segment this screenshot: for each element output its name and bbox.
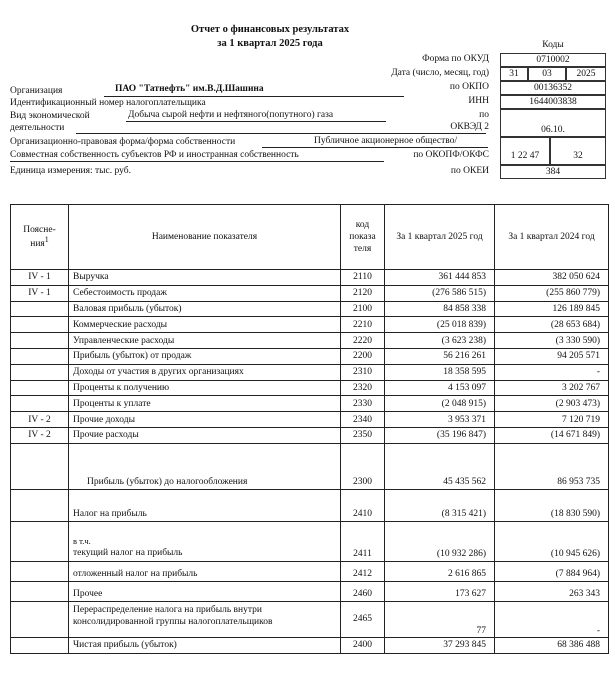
row-previous: (3 330 590) — [495, 333, 609, 349]
row-previous: 382 050 624 — [495, 270, 609, 286]
row-current: 56 216 261 — [385, 348, 495, 364]
table-row-redistribution — [11, 601, 609, 637]
inn-row-label: Идентификационный номер налогоплательщика — [10, 98, 206, 108]
table-row — [11, 364, 609, 380]
row-name: Чистая прибыль (убыток) — [69, 637, 341, 653]
row-note — [11, 380, 69, 396]
row-current: 37 293 845 — [385, 637, 495, 653]
row-name: Валовая прибыль (убыток) — [69, 301, 341, 317]
inn-label: ИНН — [468, 96, 489, 106]
row-code: 2210 — [341, 317, 385, 333]
financial-results-table — [10, 204, 609, 654]
row-previous: (255 860 779) — [495, 285, 609, 301]
row-code: 2310 — [341, 364, 385, 380]
row-name: Налог на прибыль — [69, 489, 341, 521]
okved-label: ОКВЭД 2 — [450, 122, 489, 132]
row-code: 2320 — [341, 380, 385, 396]
table-row-net-profit — [11, 637, 609, 653]
row-current: 361 444 853 — [385, 270, 495, 286]
row-current: 45 435 562 — [385, 443, 495, 489]
row-code: 2220 — [341, 333, 385, 349]
row-previous: (28 653 684) — [495, 317, 609, 333]
org-value: ПАО "Татнефть" им.В.Д.Шашина — [115, 84, 264, 94]
table-row — [11, 348, 609, 364]
row-previous: 3 202 767 — [495, 380, 609, 396]
col-header-previous: За 1 квартал 2024 год — [495, 205, 609, 270]
row-current: (3 623 238) — [385, 333, 495, 349]
row-name: Коммерческие расходы — [69, 317, 341, 333]
activity-value: Добыча сырой нефти и нефтяного(попутного) газа — [128, 110, 334, 120]
table-row — [11, 301, 609, 317]
row-note: IV - 2 — [11, 427, 69, 443]
date-label: Дата (число, месяц, год) — [391, 68, 489, 78]
row-name: Управленческие расходы — [69, 333, 341, 349]
date-day: 31 — [500, 67, 528, 81]
row-note — [11, 317, 69, 333]
okfs-value: 32 — [550, 137, 606, 165]
row-name: Проценты к уплате — [69, 396, 341, 412]
row-name — [69, 521, 341, 561]
row-code: 2120 — [341, 285, 385, 301]
legal-form-label: Организационно-правовая форма/форма собственности — [10, 137, 236, 147]
row-previous: (10 945 626) — [495, 521, 609, 561]
row-current: (10 932 286) — [385, 521, 495, 561]
row-current: 3 953 371 — [385, 412, 495, 428]
row-current: 4 153 097 — [385, 380, 495, 396]
row-code: 2110 — [341, 270, 385, 286]
report-title: Отчет о финансовых результатах — [190, 24, 350, 35]
table-row — [11, 317, 609, 333]
row-current: 77 — [385, 601, 495, 637]
org-underline — [104, 96, 404, 97]
okopf-label: по ОКОПФ/ОКФС — [413, 150, 489, 160]
date-year: 2025 — [566, 67, 606, 81]
row-note — [11, 396, 69, 412]
row-code: 2400 — [341, 637, 385, 653]
row-name: Прибыль (убыток) до налогообложения — [69, 443, 341, 489]
okopf-value: 1 22 47 — [500, 137, 550, 165]
col-header-current: За 1 квартал 2025 год — [385, 205, 495, 270]
row-previous: 68 386 488 — [495, 637, 609, 653]
row-code: 2350 — [341, 427, 385, 443]
table-row — [11, 396, 609, 412]
col-header-note: Поясне-ния$^1$ — [11, 205, 69, 270]
row-previous: 126 189 845 — [495, 301, 609, 317]
row-name-line1: Перераспределение налога на прибыль внутри — [73, 604, 262, 615]
row-name: отложенный налог на прибыль — [69, 561, 341, 581]
activity-label-1: Вид экономической — [10, 111, 90, 121]
row-name-text: текущий налог на прибыль — [73, 547, 183, 558]
activity-underline-2 — [76, 133, 486, 134]
legal-form-underline — [262, 147, 488, 148]
row-note — [11, 333, 69, 349]
table-row-tax — [11, 489, 609, 521]
okei-label: по ОКЕИ — [450, 166, 489, 176]
table-row-other — [11, 581, 609, 601]
row-name: Прибыль (убыток) от продаж — [69, 348, 341, 364]
row-note: IV - 1 — [11, 285, 69, 301]
row-code: 2410 — [341, 489, 385, 521]
okved-label-po: по — [479, 110, 489, 120]
inn-value: 1644003838 — [500, 95, 606, 109]
org-label: Организация — [10, 86, 63, 96]
row-code: 2412 — [341, 561, 385, 581]
row-code: 2340 — [341, 412, 385, 428]
col-header-name: Наименование показателя — [69, 205, 341, 270]
row-name: Проценты к получению — [69, 380, 341, 396]
row-current: (2 048 915) — [385, 396, 495, 412]
row-note: IV - 2 — [11, 412, 69, 428]
row-name: Выручка — [69, 270, 341, 286]
row-name: Себестоимость продаж — [69, 285, 341, 301]
row-previous: 94 205 571 — [495, 348, 609, 364]
okei-value: 384 — [500, 165, 606, 179]
table-row-current-tax — [11, 521, 609, 561]
table-row — [11, 285, 609, 301]
row-note — [11, 301, 69, 317]
row-code: 2465 — [341, 601, 385, 637]
row-prefix: в т.ч. — [73, 535, 91, 546]
row-name: Доходы от участия в других организациях — [69, 364, 341, 380]
row-previous: (14 671 849) — [495, 427, 609, 443]
row-previous: (2 903 473) — [495, 396, 609, 412]
table-row — [11, 333, 609, 349]
row-code: 2100 — [341, 301, 385, 317]
row-previous: (18 830 590) — [495, 489, 609, 521]
row-code: 2460 — [341, 581, 385, 601]
row-current: 84 858 338 — [385, 301, 495, 317]
row-current: (35 196 847) — [385, 427, 495, 443]
okpo-value: 00136352 — [500, 81, 606, 95]
okpo-label: по ОКПО — [449, 82, 489, 92]
row-code: 2411 — [341, 521, 385, 561]
table-row — [11, 380, 609, 396]
row-code: 2300 — [341, 443, 385, 489]
okud-value: 0710002 — [500, 53, 606, 67]
row-name — [69, 601, 341, 637]
activity-label-2: деятельности — [10, 123, 65, 133]
row-previous: 86 953 735 — [495, 443, 609, 489]
row-previous: (7 884 964) — [495, 561, 609, 581]
okved-value: 06.10. — [500, 109, 606, 137]
row-current: 173 627 — [385, 581, 495, 601]
table-row-deferred-tax — [11, 561, 609, 581]
row-current: (25 018 839) — [385, 317, 495, 333]
table-row — [11, 412, 609, 428]
row-name-line2: консолидированной группы налогоплательщиков — [73, 616, 273, 627]
date-month: 03 — [528, 67, 566, 81]
legal-form-value: Публичное акционерное общество/ — [314, 136, 458, 146]
row-previous: 263 343 — [495, 581, 609, 601]
row-note — [11, 348, 69, 364]
row-code: 2200 — [341, 348, 385, 364]
codes-label: Коды — [542, 40, 564, 50]
table-row — [11, 270, 609, 286]
table-row-pretax — [11, 443, 609, 489]
row-current: (8 315 421) — [385, 489, 495, 521]
row-name: Прочие доходы — [69, 412, 341, 428]
ownership-underline — [10, 161, 384, 162]
ownership-value: Совместная собственность субъектов РФ и иностранная собственность — [10, 150, 299, 160]
table-row — [11, 427, 609, 443]
row-code: 2330 — [341, 396, 385, 412]
report-period: за 1 квартал 2025 года — [217, 38, 323, 49]
row-note — [11, 364, 69, 380]
okud-label: Форма по ОКУД — [422, 54, 489, 64]
row-current: 18 358 595 — [385, 364, 495, 380]
unit-label: Единица измерения: тыс. руб. — [10, 166, 131, 176]
table-header-row — [11, 205, 609, 270]
row-previous: - — [495, 601, 609, 637]
row-previous: - — [495, 364, 609, 380]
row-name: Прочие расходы — [69, 427, 341, 443]
row-note: IV - 1 — [11, 270, 69, 286]
row-previous: 7 120 719 — [495, 412, 609, 428]
row-current: 2 616 865 — [385, 561, 495, 581]
row-name: Прочее — [69, 581, 341, 601]
col-header-code: код показа теля — [341, 205, 385, 270]
row-current: (276 586 515) — [385, 285, 495, 301]
activity-underline-1 — [126, 121, 386, 122]
